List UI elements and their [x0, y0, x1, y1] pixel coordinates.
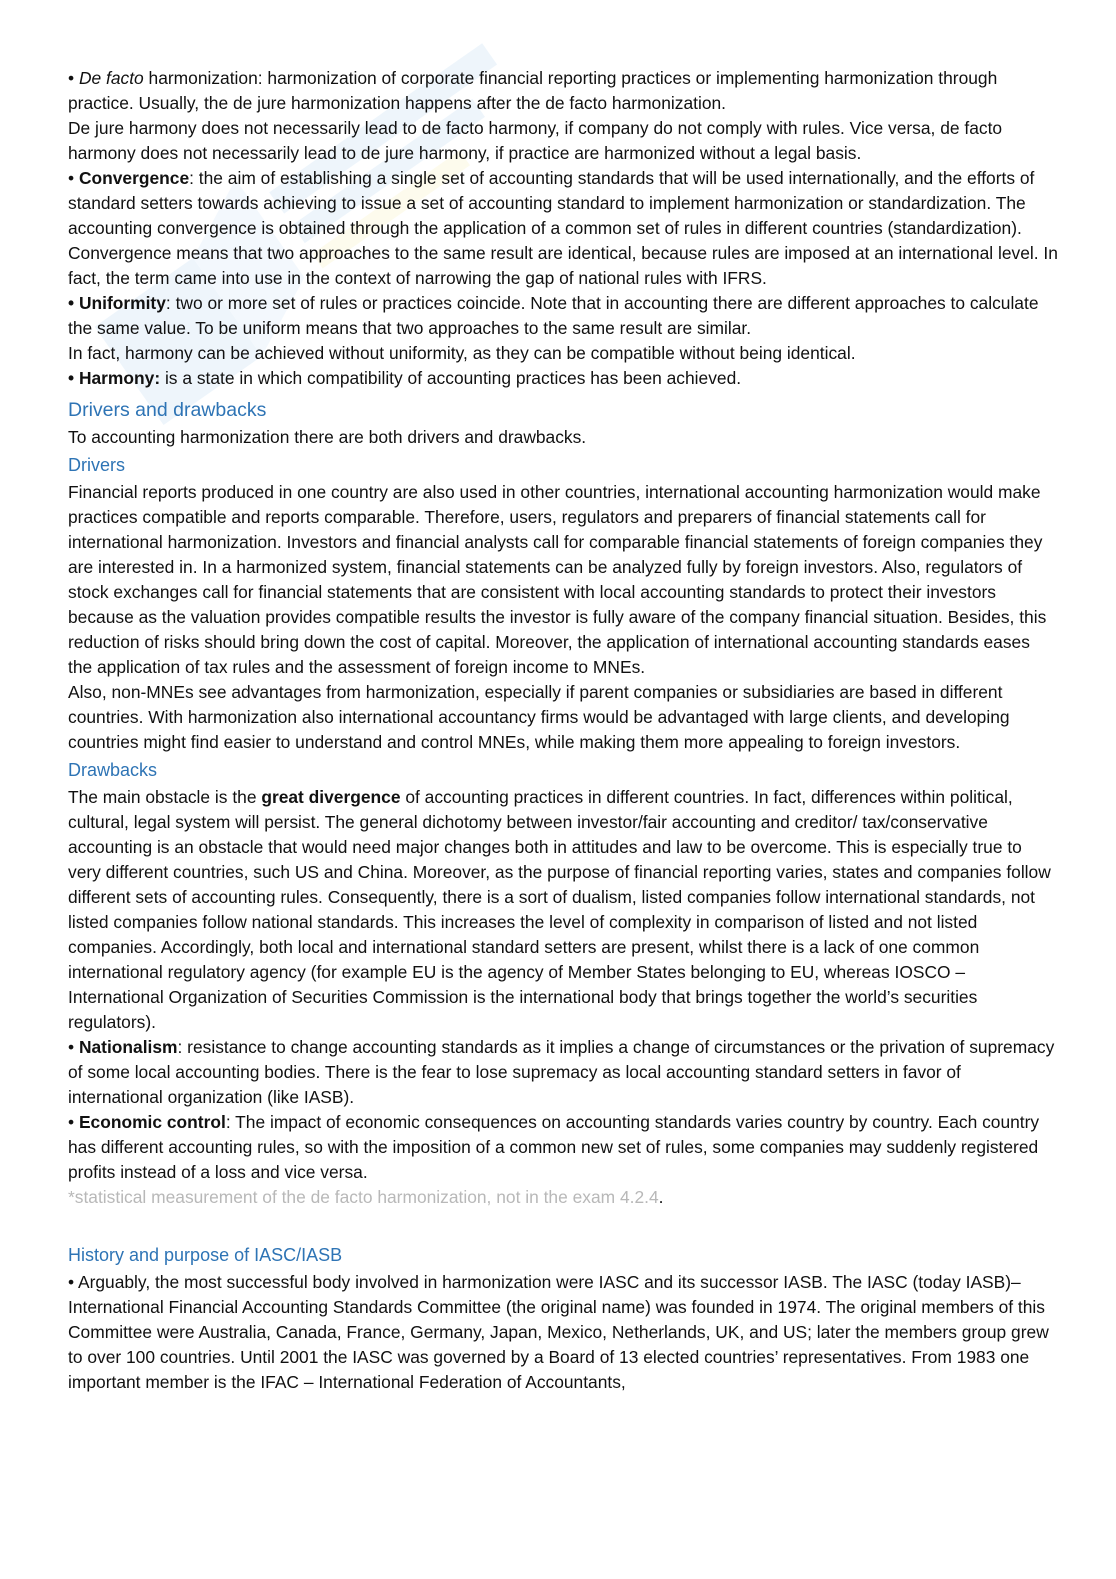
note-text: *statistical measurement of the de facto harmonization, not in the exam 4.2.4: [68, 1187, 659, 1207]
paragraph-text: : two or more set of rules or practices coincide. Note that in accounting there are different approaches to calculate the same value. To be uniform means that two approaches to the same result are similar.: [68, 293, 1039, 338]
bullet: •: [68, 1272, 75, 1292]
bullet: •: [68, 293, 75, 313]
term-uniformity: Uniformity: [78, 293, 166, 313]
paragraph-text: : The impact of economic consequences on accounting standards varies country by country. Each country has different accounting rules, so with the imposition of a common new set of rules, some companies may suddenly registered profits instead of a loss and vice versa.: [68, 1112, 1040, 1182]
paragraph-text: : the aim of establishing a single set of accounting standards that will be used internationally, and the efforts of standard setters towards achieving to issue a set of accounting standard to implement harmonization or standardization. The accounting convergence is obtained through the application of a common set of rules in different countries (standardization). Convergence means that two approaches to the same result are identical, because rules are imposed at an international level. In fact, the term came into use in the context of narrowing the gap of national rules with IFRS.: [68, 168, 1058, 288]
bullet: •: [68, 68, 75, 88]
term-harmony: Harmony:: [78, 368, 161, 388]
term-economic-control: Economic control: [78, 1112, 226, 1132]
paragraph-harmony-uniformity: In fact, harmony can be achieved without uniformity, as they can be compatible without being identical.: [68, 343, 856, 363]
paragraph-drivers-1: Financial reports produced in one country are also used in other countries, international accounting harmonization would make practices compatible and reports comparable. Therefore, users, regulators and preparers of financial statements call for international harmonization. Investors and financial analysts call for comparable financial statements of foreign companies they are interested in. In a harmonized system, financial statements can be analyzed fully by foreign investors. Also, regulators of stock exchanges call for financial statements that are consistent with local accounting standards to protect their investors because as the valuation provides compatible results the investor is fully aware of the company financial situation. Besides, this reduction of risks should bring down the cost of capital. Moreover, the application of international accounting standards eases the application of tax rules and the assessment of foreign income to MNEs.: [68, 482, 1047, 677]
paragraph-text: : resistance to change accounting standards as it implies a change of circumstances or the privation of supremacy of some local accounting bodies. There is the fear to lose supremacy as local accounting standard setters in favor of international organization (like IASB).: [68, 1037, 1055, 1107]
heading-drawbacks: Drawbacks: [68, 760, 158, 780]
bullet: •: [68, 368, 75, 388]
note-statistical: [68, 1185, 1058, 1210]
paragraph-drawbacks-1: [68, 785, 1058, 1035]
term-great-divergence: great divergence: [261, 787, 401, 807]
term-de-facto: De facto: [78, 68, 144, 88]
bullet: •: [68, 168, 75, 188]
paragraph-text: is a state in which compatibility of accounting practices has been achieved.: [160, 368, 742, 388]
term-convergence: Convergence: [78, 168, 190, 188]
paragraph-text: Arguably, the most successful body involved in harmonization were IASC and its successor IASB. The IASC (today IASB)– International Financial Accounting Standards Committee (the original name) was founded in 1974. The original members of this Committee were Australia, Canada, France, Germany, Japan, Mexico, Netherlands, UK, and US; later the members group grew to over 100 countries. Until 2001 the IASC was governed by a Board of 13 elected countries’ representatives. From 1983 one important member is the IFAC – International Federation of Accountants,: [68, 1272, 1049, 1392]
bullet: •: [68, 1112, 75, 1132]
paragraph-uniformity: [68, 291, 1058, 341]
paragraph-history-1: [68, 1270, 1058, 1395]
paragraph-text: The main obstacle is the: [68, 787, 262, 807]
paragraph-de-facto: [68, 66, 1058, 116]
paragraph-convergence: [68, 166, 1058, 291]
paragraph-intro: To accounting harmonization there are both drivers and drawbacks.: [68, 427, 587, 447]
paragraph-de-jure: De jure harmony does not necessarily lead to de facto harmony, if company do not comply with rules. Vice versa, de facto harmony does not necessarily lead to de jure harmony, if practice are harmonized without a legal basis.: [68, 118, 1003, 163]
document-page: [68, 66, 1058, 1395]
heading-drivers: Drivers: [68, 455, 125, 475]
heading-drivers-drawbacks: Drivers and drawbacks: [68, 399, 267, 421]
term-nationalism: Nationalism: [78, 1037, 178, 1057]
heading-history: History and purpose of IASC/IASB: [68, 1245, 343, 1265]
paragraph-drivers-2: Also, non-MNEs see advantages from harmonization, especially if parent companies or subsidiaries are based in different countries. With harmonization also international accountancy firms would be advantaged with large clients, and developing countries might find easier to understand and control MNEs, while making them more appealing to foreign investors.: [68, 682, 1010, 752]
paragraph-text: harmonization: harmonization of corporate financial reporting practices or implementing harmonization through practice. Usually, the de jure harmonization happens after the de facto harmonization.: [68, 68, 998, 113]
paragraph-nationalism: [68, 1035, 1058, 1110]
bullet: •: [68, 1037, 75, 1057]
paragraph-harmony: [68, 366, 1058, 391]
note-end: .: [658, 1187, 664, 1207]
paragraph-economic-control: [68, 1110, 1058, 1185]
paragraph-text: of accounting practices in different countries. In fact, differences within political, cultural, legal system will persist. The general dichotomy between investor/fair accounting and creditor/ tax/conservative accounting is an obstacle that would need major changes both in attitudes and law to be overcome. This is especially true to very different countries, such US and China. Moreover, as the purpose of financial reporting varies, states and companies follow different sets of accounting rules. Consequently, there is a sort of dualism, listed companies follow international standards, not listed companies follow national standards. This increases the level of complexity in comparison of listed and not listed companies. Accordingly, both local and international standard setters are present, whilst there is a lack of one common international regulatory agency (for example EU is the agency of Member States belonging to EU, whereas IOSCO – International Organization of Securities Commission is the international body that brings together the world’s securities regulators).: [68, 787, 1051, 1032]
